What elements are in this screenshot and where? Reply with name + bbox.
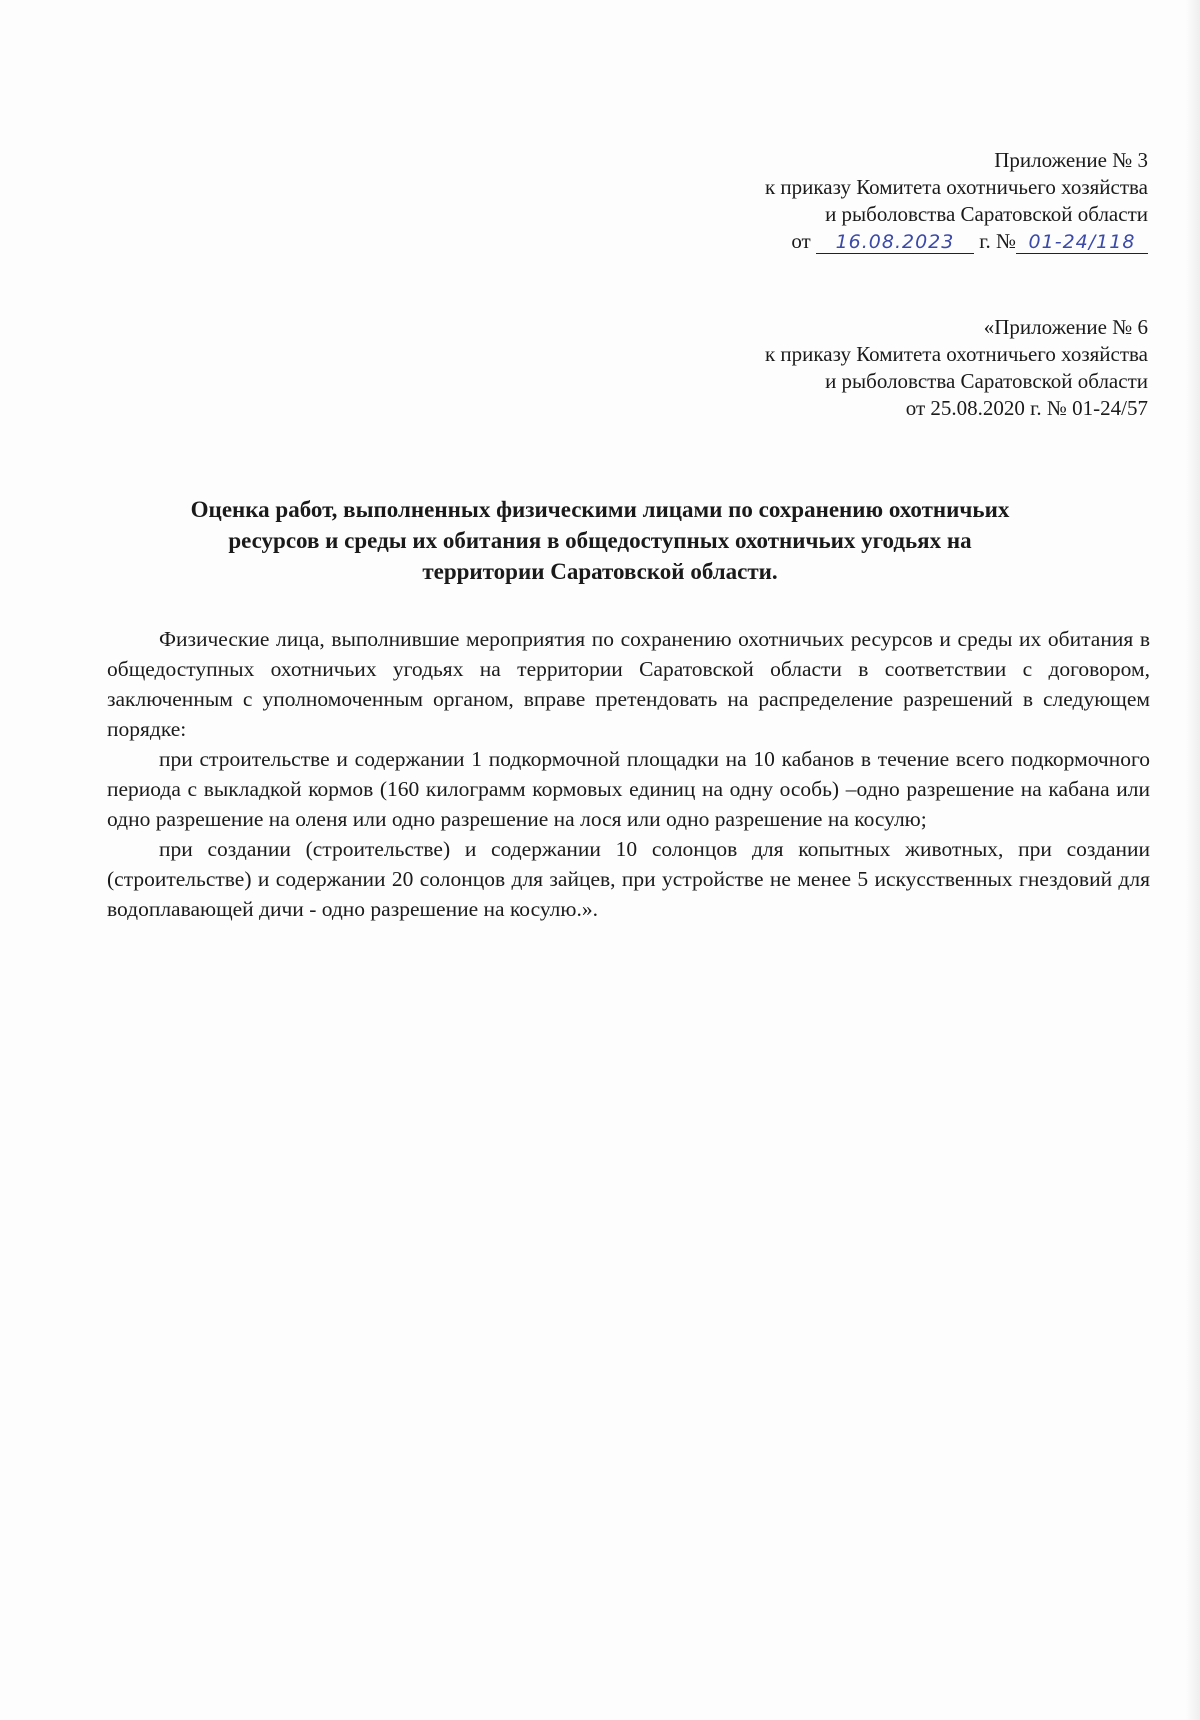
original-order-line: к приказу Комитета охотничьего хозяйства xyxy=(764,342,1148,366)
original-attachment-label: «Приложение № 6 xyxy=(983,315,1148,339)
number-prefix: г. № xyxy=(979,229,1016,253)
attachment-order-line: к приказу Комитета охотничьего хозяйства xyxy=(764,175,1148,199)
original-date-number-line: от 25.08.2020 г. № 01-24/57 xyxy=(905,396,1148,420)
document-title xyxy=(100,494,1100,587)
original-authority-line: и рыболовства Саратовской области xyxy=(825,369,1148,393)
title-line-1: Оценка работ, выполненных физическими лицами по сохранению охотничьих xyxy=(190,497,1010,522)
body-paragraph-salt-licks: при создании (строительстве) и содержании 10 солонцов для копытных животных, при создании (строительстве) и содержании 20 солонцов для зайцев, при устройстве не менее 5 искусственных гнездовий для водоплавающей дичи - одно разрешение на косулю.». xyxy=(107,837,1150,921)
date-prefix: от xyxy=(791,229,811,253)
attachment-header-original xyxy=(765,314,1148,422)
body-paragraph-intro: Физические лица, выполнившие мероприятия по сохранению охотничьих ресурсов и среды их обитания в общедоступных охотничьих угодьях на территории Саратовской области в соответствии с договором, заключенным с уполномоченным органом, вправе претендовать на распределение разрешений в следующем порядке: xyxy=(107,627,1150,741)
handwritten-order-number: 01-24/118 xyxy=(1016,231,1148,254)
body-paragraph-feeding-site: при строительстве и содержании 1 подкормочной площадки на 10 кабанов в течение всего подкормочного периода с выкладкой кормов (160 килограмм кормовых единиц на одну особь) –одно разрешение на кабана или одно разрешение на оленя или одно разрешение на лося или одно разрешение на косулю; xyxy=(107,747,1150,831)
attachment-date-line xyxy=(765,228,1148,255)
title-line-3: территории Саратовской области. xyxy=(422,559,778,584)
attachment-label: Приложение № 3 xyxy=(994,148,1148,172)
scan-edge-shadow xyxy=(1186,0,1200,1720)
attachment-header-new xyxy=(765,147,1148,255)
document-body xyxy=(107,624,1150,924)
handwritten-date: 16.08.2023 xyxy=(816,231,974,254)
attachment-authority-line: и рыболовства Саратовской области xyxy=(825,202,1148,226)
title-line-2: ресурсов и среды их обитания в общедоступных охотничьих угодьях на xyxy=(228,528,972,553)
